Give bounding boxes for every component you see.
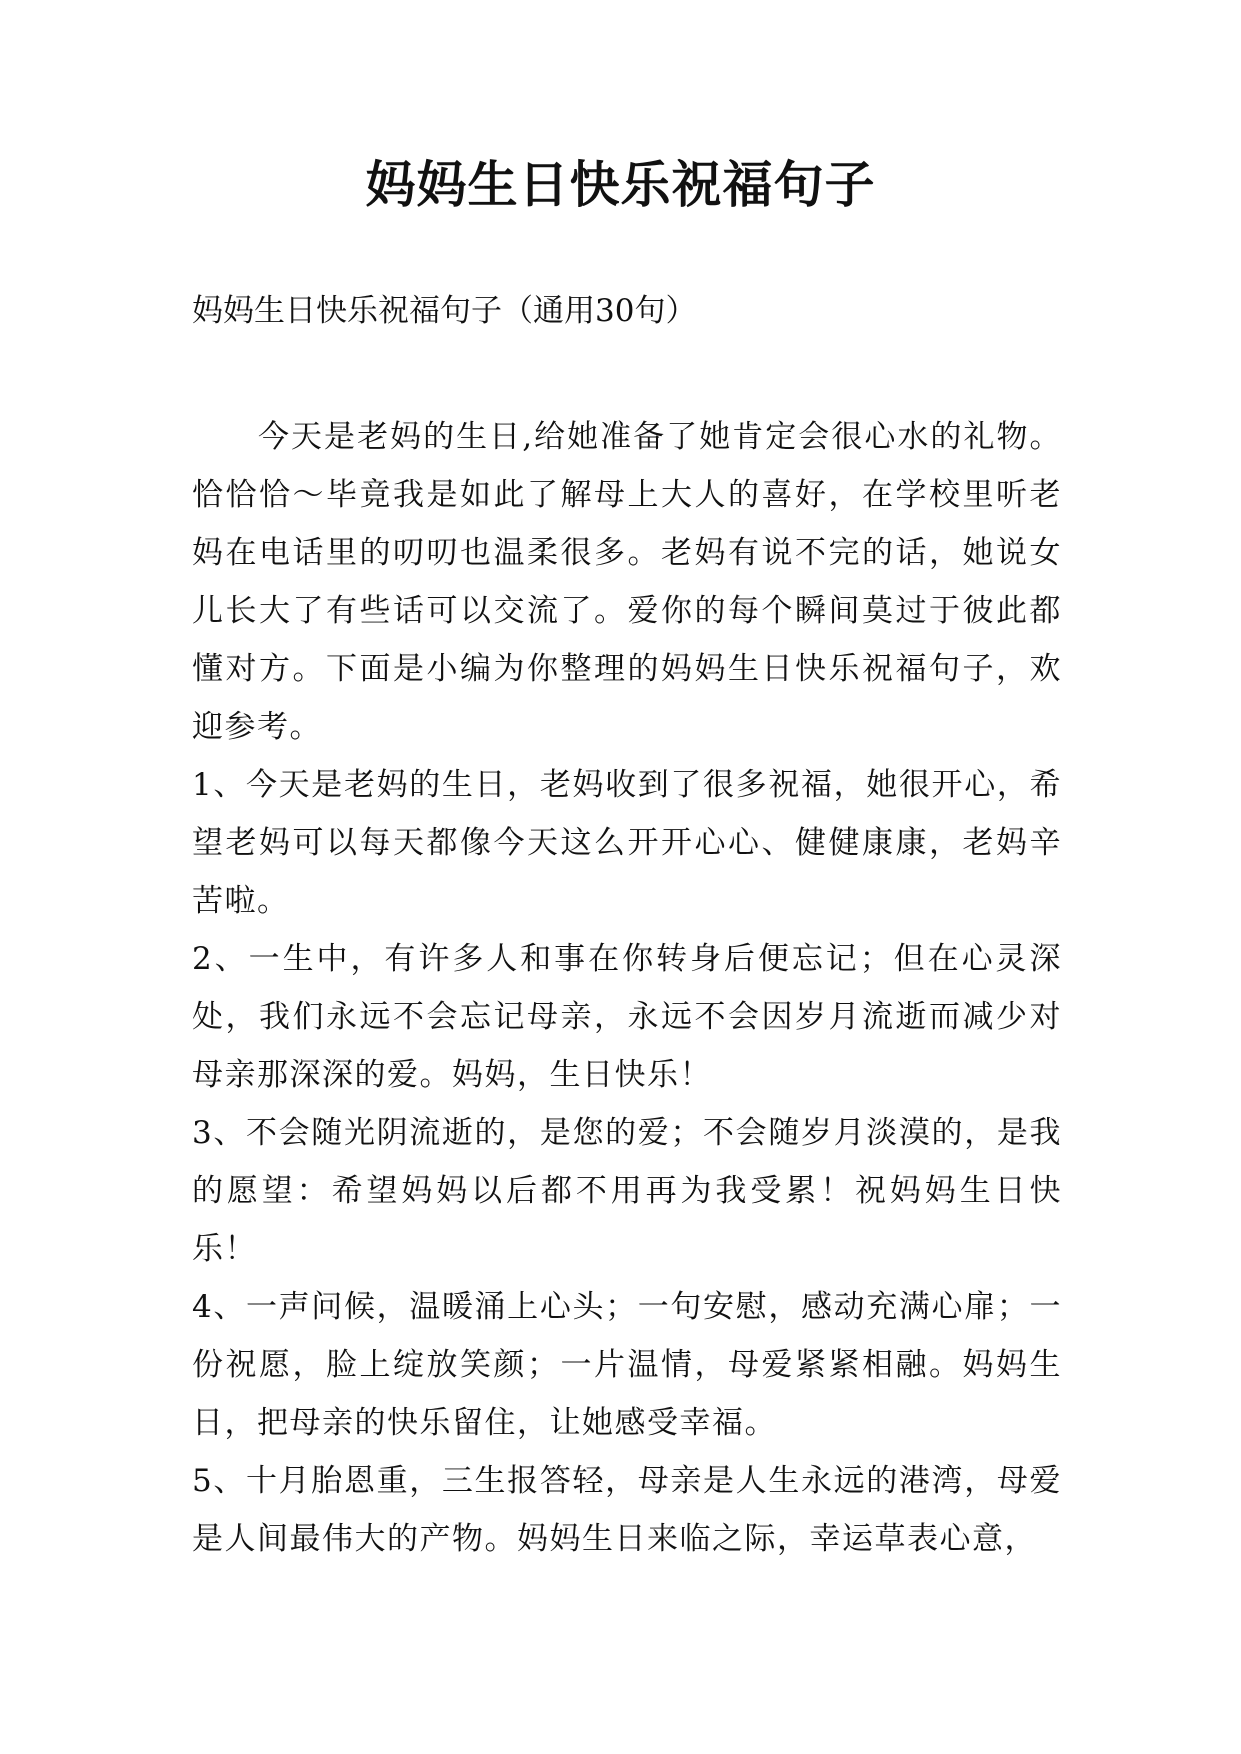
list-item: 3、不会随光阴流逝的，是您的爱；不会随岁月淡漠的，是我的愿望：希望妈妈以后都不用再为我受累！祝妈妈生日快乐！ <box>192 1115 1062 1267</box>
intro-paragraph: 今天是老妈的生日,给她准备了她肯定会很心水的礼物。恰恰恰～毕竟我是如此了解母上大人的喜好，在学校里听老妈在电话里的叨叨也温柔很多。老妈有说不完的话，她说女儿长大了有些话可以交流了。爱你的每个瞬间莫过于彼此都懂对方。下面是小编为你整理的妈妈生日快乐祝福句子，欢迎参考。 <box>192 419 1062 745</box>
list-item: 5、十月胎恩重，三生报答轻，母亲是人生永远的港湾，母爱是人间最伟大的产物。妈妈生日来临之际，幸运草表心意， <box>192 1463 1062 1557</box>
list-item: 4、一声问候，温暖涌上心头；一句安慰，感动充满心扉；一份祝愿，脸上绽放笑颜；一片温情，母爱紧紧相融。妈妈生日，把母亲的快乐留住，让她感受幸福。 <box>192 1289 1062 1441</box>
list-item: 2、一生中，有许多人和事在你转身后便忘记；但在心灵深处，我们永远不会忘记母亲，永远不会因岁月流逝而减少对母亲那深深的爱。妈妈，生日快乐！ <box>192 941 1062 1093</box>
document-body <box>192 408 1062 1568</box>
list-item: 1、今天是老妈的生日，老妈收到了很多祝福，她很开心，希望老妈可以每天都像今天这么开开心心、健健康康，老妈辛苦啦。 <box>192 767 1062 919</box>
document-subtitle: 妈妈生日快乐祝福句子（通用30句） <box>192 293 697 329</box>
document-title: 妈妈生日快乐祝福句子 <box>365 155 876 214</box>
